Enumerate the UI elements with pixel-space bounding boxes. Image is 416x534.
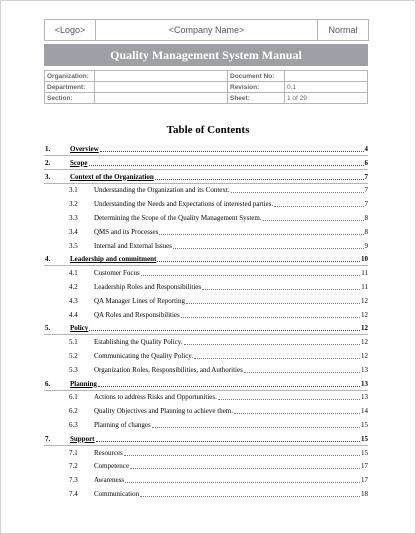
toc-entry-title: QMS and its Processes (94, 227, 159, 236)
toc-leader-dots (96, 441, 360, 442)
toc-entry-page: 7 (364, 186, 368, 195)
toc-entry[interactable] (69, 310, 368, 320)
toc-entry-page: 8 (364, 214, 368, 222)
toc-entry-page: 15 (361, 448, 368, 457)
toc-entry-number: 3.1 (69, 186, 78, 195)
toc-entry-page: 4 (364, 145, 368, 153)
toc-entry-number: 5.3 (69, 365, 78, 374)
toc-entry-title: Communicating the Quality Policy. (94, 352, 194, 360)
toc-entry-page: 18 (361, 490, 368, 498)
info-value: 0.1 (285, 82, 368, 93)
toc-entry-number: 5.2 (69, 352, 78, 360)
info-label: Document No: (228, 71, 285, 82)
toc-leader-dots (231, 192, 364, 193)
toc-leader-dots (152, 427, 360, 428)
info-value (95, 71, 228, 82)
toc-entry-page: 8 (364, 227, 368, 236)
toc-entry-page: 12 (361, 296, 368, 305)
toc-entry-page: 17 (361, 462, 368, 471)
info-row (45, 71, 368, 82)
info-row (45, 93, 368, 104)
toc-entry[interactable] (69, 241, 368, 251)
toc-entry-number: 4. (45, 255, 51, 264)
toc-entry[interactable] (69, 268, 368, 278)
toc-entry-title: Determining the Scope of the Quality Management System. (94, 214, 262, 222)
toc-entry-number: 3.3 (69, 214, 78, 222)
toc-entry-number: 7.2 (69, 462, 78, 471)
info-label: Section: (45, 93, 95, 104)
toc-title: Table of Contents (166, 124, 250, 136)
toc-entry-number: 7.3 (69, 476, 78, 485)
toc-entry-title: Planning of changes (94, 421, 151, 429)
toc-entry-number: 7.1 (69, 448, 78, 457)
toc-entry[interactable] (69, 461, 368, 471)
logo-placeholder: <Logo> (45, 20, 96, 40)
info-value: 1 of 29 (285, 93, 368, 104)
toc-entry[interactable] (69, 351, 368, 361)
toc-leader-dots (173, 248, 364, 249)
toc-entry[interactable] (69, 185, 368, 195)
toc-entry-title: Scope (70, 158, 88, 167)
toc-leader-dots (244, 372, 360, 373)
toc-entry-page: 7 (364, 172, 368, 181)
toc-entry-title: Planning (70, 379, 97, 388)
toc-entry-title: Resources (94, 448, 123, 457)
toc-entry[interactable] (69, 365, 368, 375)
toc-entry-title: Communication (94, 490, 140, 498)
toc-entry-number: 4.2 (69, 283, 78, 291)
toc-entry-title: Understanding the Needs and Expectations of interested parties. (94, 200, 274, 209)
toc-entry-page: 12 (361, 310, 368, 319)
toc-entry-title: Actions to address Risks and Opportunities. (94, 393, 217, 402)
toc-entry-number: 6.2 (69, 407, 78, 416)
toc-entry-page: 17 (361, 476, 368, 485)
toc-entry-number: 3.5 (69, 241, 78, 250)
toc-leader-dots (218, 399, 360, 400)
toc-divider (44, 169, 368, 170)
toc-entry-number: 6.3 (69, 421, 78, 429)
toc-entry-number: 3.2 (69, 200, 78, 209)
style-label: Normal (328, 25, 358, 35)
toc-leader-dots (155, 179, 364, 180)
toc-entry-number: 7.4 (69, 490, 78, 498)
toc-leader-dots (202, 289, 360, 290)
toc-entry-number: 2. (45, 158, 51, 167)
toc-entry[interactable] (69, 227, 368, 237)
info-label: Organization: (45, 71, 95, 82)
toc-entry-page: 12 (361, 324, 368, 333)
toc-entry-title: Understanding the Organization and its Context. (94, 186, 230, 195)
info-label: Sheet: (228, 93, 285, 104)
toc-entry[interactable] (45, 434, 368, 444)
toc-entry-title: Customer Focus (94, 269, 140, 278)
toc-entry-title: Awareness (94, 476, 125, 485)
toc-entry-title: Overview (70, 145, 99, 153)
toc-entry[interactable] (69, 420, 368, 430)
toc-entry[interactable] (69, 213, 368, 223)
toc-leader-dots (125, 482, 360, 483)
toc-entry-title: Support (70, 434, 95, 443)
toc-leader-dots (157, 261, 360, 262)
info-value (285, 71, 368, 82)
toc-divider (44, 334, 368, 335)
toc-leader-dots (100, 151, 364, 152)
info-label: Department: (45, 82, 95, 93)
toc-entry[interactable] (45, 254, 368, 264)
info-value (95, 93, 228, 104)
toc-leader-dots (184, 344, 360, 345)
toc-entry[interactable] (45, 172, 368, 182)
toc-entry-title: Internal and External Issues (94, 241, 172, 250)
toc-entry-page: 11 (361, 269, 368, 278)
toc-entry-title: Leadership Roles and Responsibilities (94, 283, 202, 291)
toc-leader-dots (194, 358, 360, 359)
toc-entry-title: Policy (70, 324, 89, 333)
toc-entry-number: 5. (45, 324, 51, 333)
toc-leader-dots (130, 468, 360, 469)
toc-divider (44, 155, 368, 156)
document-info-table (44, 70, 368, 104)
toc-entry-page: 12 (361, 338, 368, 347)
toc-entry-number: 4.1 (69, 269, 78, 278)
info-row (45, 82, 368, 93)
toc-entry[interactable] (69, 199, 368, 209)
toc-entry-title: QA Manager Lines of Reporting (94, 296, 185, 305)
toc-divider (44, 183, 368, 184)
company-name-placeholder: <Company Name> (96, 20, 318, 40)
toc-entry-number: 6. (45, 379, 51, 388)
toc-entry-number: 7. (45, 434, 51, 443)
toc-entry-page: 11 (361, 283, 368, 291)
toc-divider (44, 390, 368, 391)
toc-leader-dots (234, 413, 360, 414)
toc-entry-page: 13 (361, 379, 368, 388)
toc-entry-page: 13 (361, 365, 368, 374)
toc-entry-page: 15 (361, 421, 368, 429)
toc-entry[interactable] (45, 158, 368, 168)
toc-leader-dots (263, 220, 364, 221)
toc-entry-title: Organization Roles, Responsibilities, and Authorities (94, 365, 243, 374)
toc-entry-number: 1. (45, 145, 51, 153)
toc-entry[interactable] (69, 337, 368, 347)
document-header (44, 19, 369, 41)
toc-entry-number: 5.1 (69, 338, 78, 347)
toc-entry-title: Establishing the Quality Policy. (94, 338, 183, 347)
toc-entry-page: 6 (364, 158, 368, 167)
toc-entry[interactable] (45, 144, 368, 154)
toc-entry-page: 14 (361, 407, 368, 416)
toc-leader-dots (181, 317, 360, 318)
toc-entry-page: 9 (364, 241, 368, 250)
toc-entry[interactable] (69, 489, 368, 499)
toc-entry-page: 12 (361, 352, 368, 360)
toc-entry-page: 10 (361, 255, 368, 264)
toc-leader-dots (274, 206, 363, 207)
toc-entry-number: 4.4 (69, 310, 78, 319)
toc-entry-number: 3.4 (69, 227, 78, 236)
toc-leader-dots (140, 496, 360, 497)
toc-entry-page: 7 (364, 200, 368, 209)
toc-entry[interactable] (45, 379, 368, 389)
toc-entry-page: 13 (361, 393, 368, 402)
toc-entry-number: 4.3 (69, 296, 78, 305)
toc-entry[interactable] (69, 475, 368, 485)
info-value (95, 82, 228, 93)
toc-leader-dots (159, 234, 363, 235)
toc-entry[interactable] (69, 448, 368, 458)
toc-leader-dots (141, 275, 361, 276)
toc-entry-title: Quality Objectives and Planning to achieve them. (94, 407, 233, 416)
manual-title-banner: Quality Management System Manual (44, 44, 368, 66)
toc-entry[interactable] (69, 406, 368, 416)
toc-entry[interactable] (45, 323, 368, 333)
info-label: Revision: (228, 82, 285, 93)
toc-entry-number: 6.1 (69, 393, 78, 402)
toc-leader-dots (89, 330, 360, 331)
toc-entry[interactable] (69, 296, 368, 306)
toc-entry[interactable] (69, 392, 368, 402)
toc-entry-title: QA Roles and Responsibilities (94, 310, 180, 319)
toc-entry-title: Competence (94, 462, 129, 471)
toc-entry[interactable] (69, 282, 368, 292)
toc-divider (44, 265, 368, 266)
toc-entry-title: Leadership and commitment (70, 255, 157, 264)
toc-leader-dots (124, 455, 360, 456)
toc-entry-page: 15 (361, 434, 368, 443)
toc-leader-dots (89, 165, 364, 166)
toc-entry-title: Context of the Organization (70, 172, 154, 181)
toc-leader-dots (186, 303, 360, 304)
toc-entry-number: 3. (45, 172, 51, 181)
toc-divider (44, 445, 368, 446)
toc-leader-dots (98, 386, 360, 387)
